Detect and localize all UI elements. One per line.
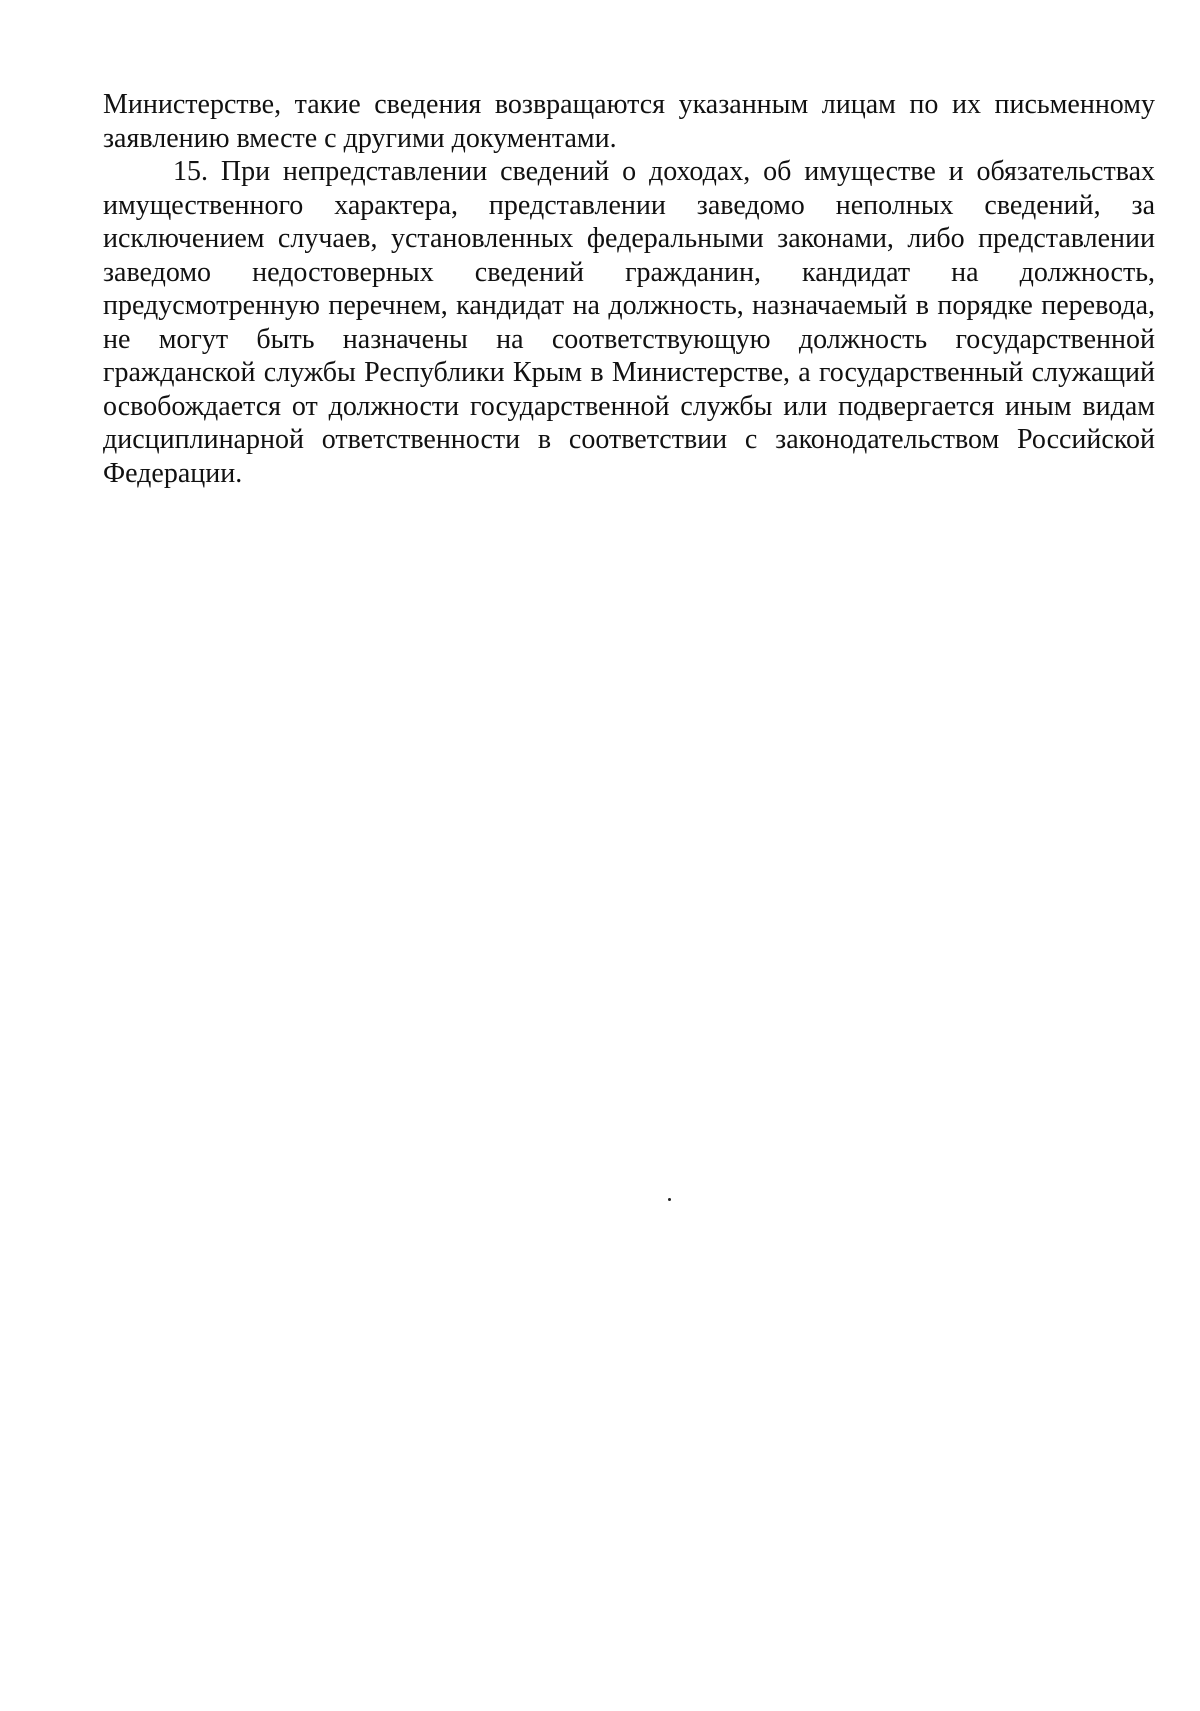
scan-artifact-dot (668, 1198, 671, 1201)
paragraph-continuation: Министерстве, такие сведения возвращаются указанным лицам по их письменному заявлению вместе с другими документами. (103, 89, 1155, 154)
document-body (103, 88, 1155, 490)
paragraph-item-15: 15. При непредставлении сведений о доходах, об имуществе и обязательствах имущественного характера, представлении заведомо неполных сведений, за исключением случаев, установленных федеральными законами, либо представлении заведомо недостоверных сведений гражданин, кандидат на должность, предусмотренную перечнем, кандидат на должность, назначаемый в порядке перевода, не могут быть назначены на соответствующую должность государственной гражданской службы Республики Крым в Министерстве, а государственный служащий освобождается от должности государственной службы или подвергается иным видам дисциплинарной ответственности в соответствии с законодательством Российской Федерации. (103, 156, 1155, 489)
